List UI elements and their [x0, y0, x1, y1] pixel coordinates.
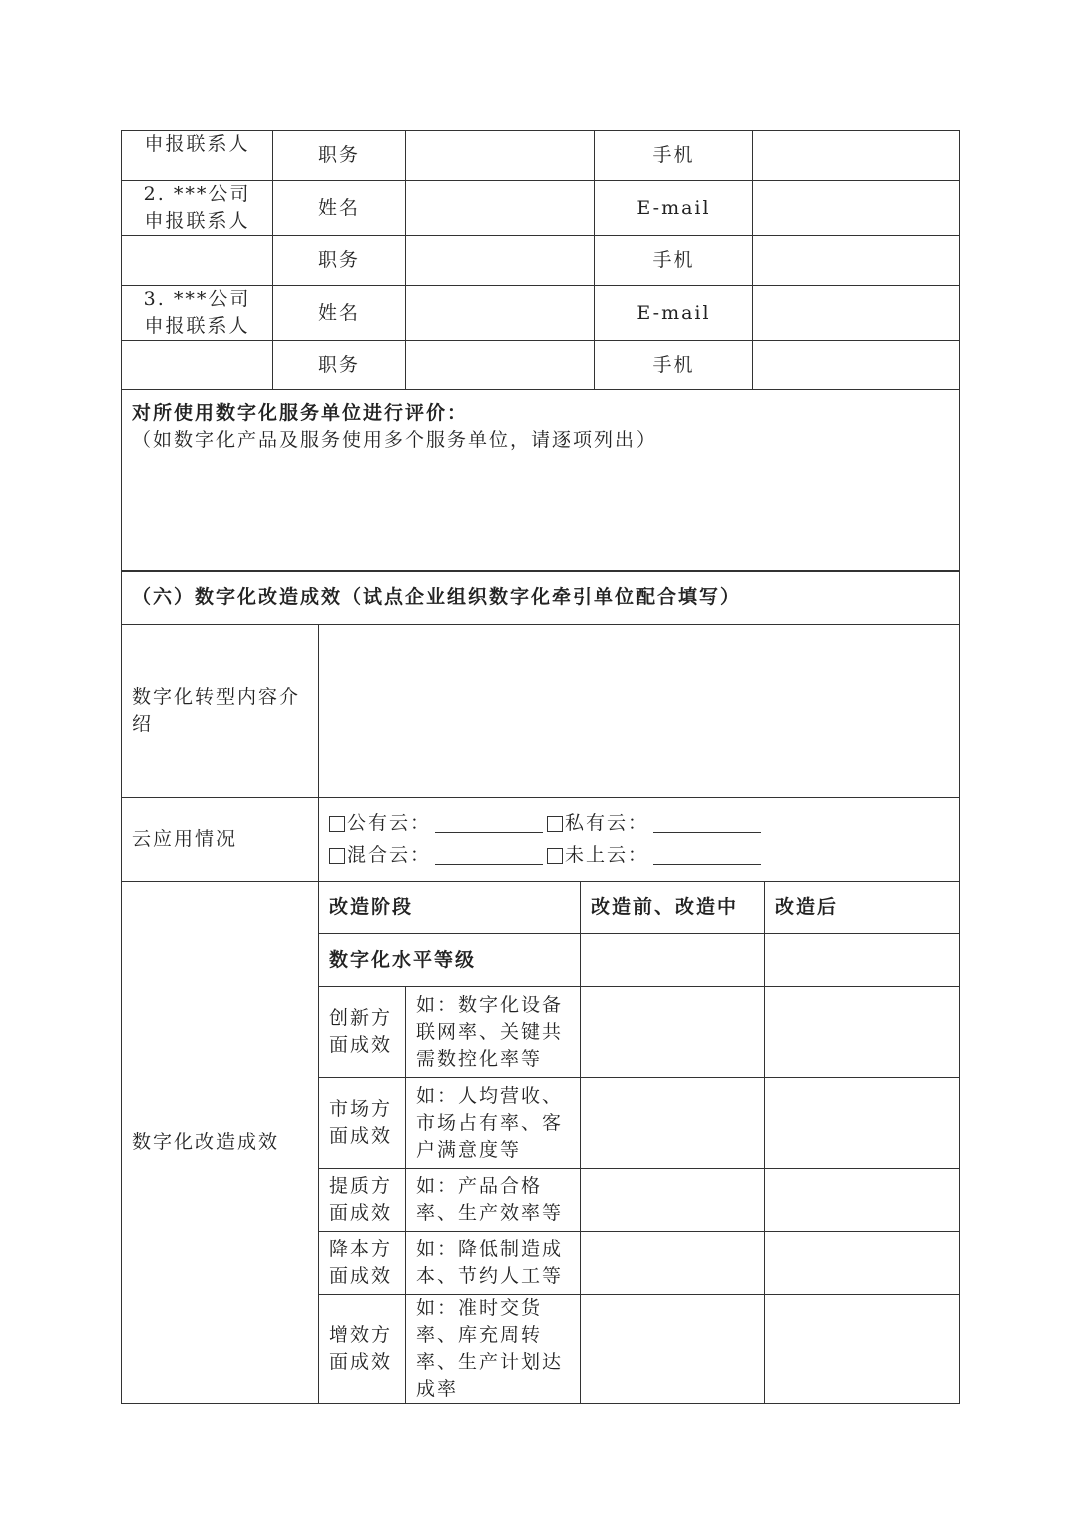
effect-example: 如：数字化设备联网率、关键共需数控化率等: [406, 987, 581, 1078]
effect-after-cell[interactable]: [765, 987, 960, 1078]
contact-row: [122, 131, 960, 181]
effect-before-cell[interactable]: [581, 1078, 765, 1169]
contact-label-empty: [122, 236, 273, 286]
contact-label: [122, 286, 273, 341]
contact-label: [122, 181, 273, 236]
no-cloud-label: 未上云：: [565, 844, 650, 866]
effect-before-cell[interactable]: [581, 1232, 765, 1295]
effects-table: [121, 570, 960, 1404]
field-label-name: 姓名: [273, 286, 406, 341]
intro-value-cell[interactable]: [319, 625, 960, 798]
evaluation-row: [122, 390, 960, 572]
effect-category: 增效方面成效: [319, 1295, 406, 1404]
effect-after-cell[interactable]: [765, 1169, 960, 1232]
after-header: 改造后: [765, 882, 960, 934]
public-cloud-checkbox[interactable]: [329, 816, 345, 832]
email-value-cell[interactable]: [753, 286, 960, 341]
contact-table: [121, 130, 960, 572]
level-before-cell[interactable]: [581, 934, 765, 987]
cloud-row: [122, 798, 960, 882]
contact-row: [122, 181, 960, 236]
field-label-mobile: 手机: [595, 131, 753, 181]
effect-after-cell[interactable]: [765, 1295, 960, 1404]
effect-example: 如：产品合格率、生产效率等: [406, 1169, 581, 1232]
public-cloud-option[interactable]: [329, 810, 547, 837]
contact-label-line1: 2. ***公司: [143, 183, 251, 205]
field-label-name: 姓名: [273, 181, 406, 236]
level-after-cell[interactable]: [765, 934, 960, 987]
stage-header: 改造阶段: [319, 882, 581, 934]
intro-label: 数字化转型内容介绍: [122, 625, 319, 798]
effect-example: 如：降低制造成本、节约人工等: [406, 1232, 581, 1295]
effect-example: 如：人均营收、市场占有率、客户满意度等: [406, 1078, 581, 1169]
public-cloud-blank[interactable]: [435, 814, 543, 833]
position-value-cell[interactable]: [406, 341, 595, 390]
mobile-value-cell[interactable]: [753, 131, 960, 181]
cloud-options-row: [329, 808, 959, 840]
stage-header-row: [122, 882, 960, 934]
no-cloud-blank[interactable]: [653, 846, 761, 865]
field-label-mobile: 手机: [595, 341, 753, 390]
evaluation-cell[interactable]: [122, 390, 960, 572]
evaluation-title: 对所使用数字化服务单位进行评价：: [132, 402, 469, 424]
field-label-position: 职务: [273, 131, 406, 181]
no-cloud-checkbox[interactable]: [547, 848, 563, 864]
evaluation-note: （如数字化产品及服务使用多个服务单位，请逐项列出）: [132, 429, 658, 451]
effect-category: 市场方面成效: [319, 1078, 406, 1169]
cloud-options-cell: [319, 798, 960, 882]
contact-row: [122, 341, 960, 390]
effect-before-cell[interactable]: [581, 1169, 765, 1232]
mobile-value-cell[interactable]: [753, 341, 960, 390]
hybrid-cloud-blank[interactable]: [435, 846, 543, 865]
private-cloud-checkbox[interactable]: [547, 816, 563, 832]
section-title: （六）数字化改造成效（试点企业组织数字化牵引单位配合填写）: [122, 571, 960, 625]
effect-category: 降本方面成效: [319, 1232, 406, 1295]
contact-row: [122, 236, 960, 286]
effect-example: 如：准时交货率、库充周转率、生产计划达成率: [406, 1295, 581, 1404]
effect-category: 创新方面成效: [319, 987, 406, 1078]
private-cloud-blank[interactable]: [653, 814, 761, 833]
no-cloud-option[interactable]: [547, 842, 765, 869]
field-label-email: E-mail: [595, 286, 753, 341]
private-cloud-label: 私有云：: [565, 812, 650, 834]
level-label: 数字化水平等级: [319, 934, 581, 987]
contact-label-line2: 申报联系人: [144, 210, 250, 232]
effect-before-cell[interactable]: [581, 987, 765, 1078]
field-label-position: 职务: [273, 341, 406, 390]
name-value-cell[interactable]: [406, 286, 595, 341]
public-cloud-label: 公有云：: [347, 812, 432, 834]
cloud-label: 云应用情况: [122, 798, 319, 882]
contact-row: [122, 286, 960, 341]
position-value-cell[interactable]: [406, 131, 595, 181]
intro-row: [122, 625, 960, 798]
mobile-value-cell[interactable]: [753, 236, 960, 286]
contact-label-empty: [122, 341, 273, 390]
effect-before-cell[interactable]: [581, 1295, 765, 1404]
cloud-options-row: [329, 840, 959, 872]
contact-label: 申报联系人: [122, 131, 273, 181]
hybrid-cloud-checkbox[interactable]: [329, 848, 345, 864]
section-title-row: [122, 571, 960, 625]
effects-label: 数字化改造成效: [122, 882, 319, 1404]
private-cloud-option[interactable]: [547, 810, 765, 837]
name-value-cell[interactable]: [406, 181, 595, 236]
email-value-cell[interactable]: [753, 181, 960, 236]
effect-category: 提质方面成效: [319, 1169, 406, 1232]
effect-after-cell[interactable]: [765, 1078, 960, 1169]
contact-label-line1: 3. ***公司: [143, 288, 251, 310]
field-label-mobile: 手机: [595, 236, 753, 286]
hybrid-cloud-label: 混合云：: [347, 844, 432, 866]
effect-after-cell[interactable]: [765, 1232, 960, 1295]
contact-label-line2: 申报联系人: [144, 315, 250, 337]
field-label-position: 职务: [273, 236, 406, 286]
position-value-cell[interactable]: [406, 236, 595, 286]
hybrid-cloud-option[interactable]: [329, 842, 547, 869]
field-label-email: E-mail: [595, 181, 753, 236]
before-header: 改造前、改造中: [581, 882, 765, 934]
